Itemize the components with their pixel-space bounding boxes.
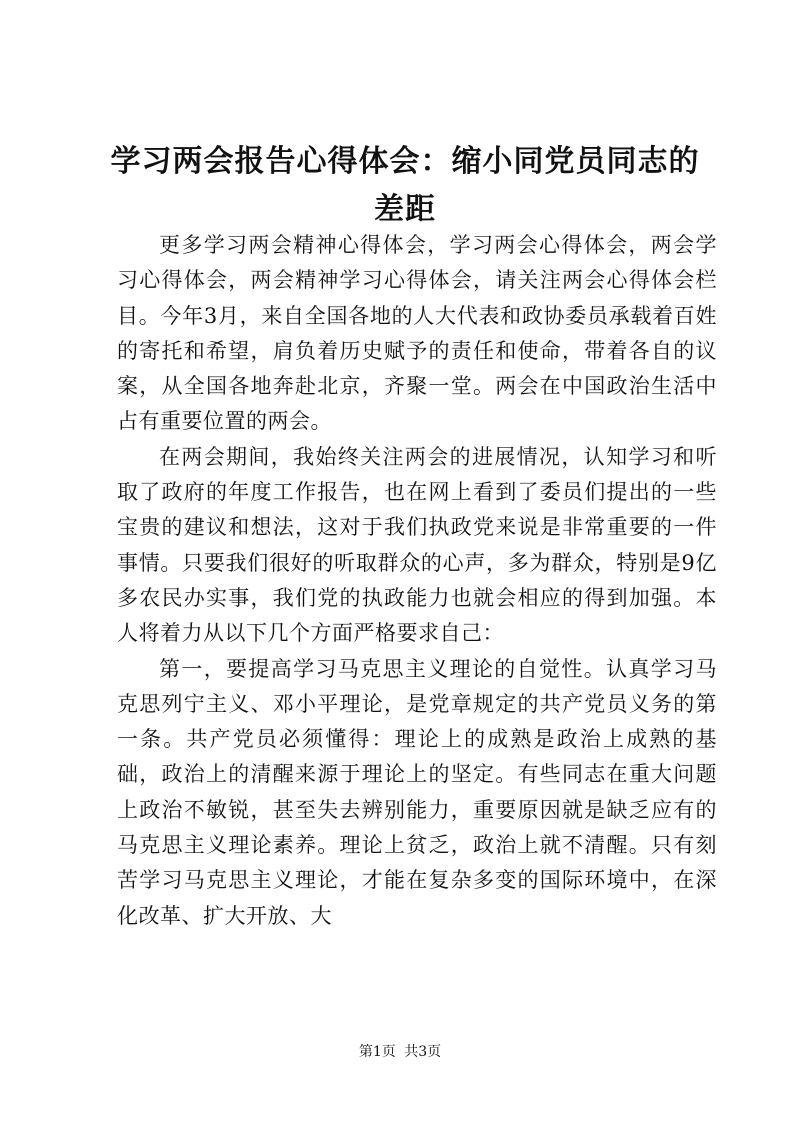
- document-body: [117, 228, 717, 934]
- page-total: 共3页: [404, 1044, 442, 1060]
- document-title: 学习两会报告心得体会：缩小同党员同志的差距: [110, 144, 700, 227]
- paragraph-3: 第一，要提高学习马克思主义理论的自觉性。认真学习马克思列宁主义、邓小平理论，是党章规定的共产党员义务的第一条。共产党员必须懂得：理论上的成熟是政治上成熟的基础，政治上的清醒来源于理论上的坚定。有些同志在重大问题上政治不敏锐，甚至失去辨别能力，重要原因就是缺乏应有的马克思主义理论素养。理论上贫乏，政治上就不清醒。只有刻苦学习马克思主义理论，才能在复杂多变的国际环境中，在深化改革、扩大开放、大: [117, 656, 717, 928]
- paragraph-1: 更多学习两会精神心得体会，学习两会心得体会，两会学习心得体会，两会精神学习心得体会，请关注两会心得体会栏目。今年3月，来自全国各地的人大代表和政协委员承载着百姓的寄托和希望，肩负着历史赋予的责任和使命，带着各自的议案，从全国各地奔赴北京，齐聚一堂。两会在中国政治生活中占有重要位置的两会。: [117, 233, 717, 434]
- page-footer: [0, 1042, 800, 1062]
- page-number: 第1页: [358, 1044, 396, 1060]
- paragraph-2: 在两会期间，我始终关注两会的进展情况，认知学习和听取了政府的年度工作报告，也在网上看到了委员们提出的一些宝贵的建议和想法，这对于我们执政党来说是非常重要的一件事情。只要我们很好的听取群众的心声，多为群众，特别是9亿多农民办实事，我们党的执政能力也就会相应的得到加强。本人将着力从以下几个方面严格要求自己：: [117, 444, 717, 646]
